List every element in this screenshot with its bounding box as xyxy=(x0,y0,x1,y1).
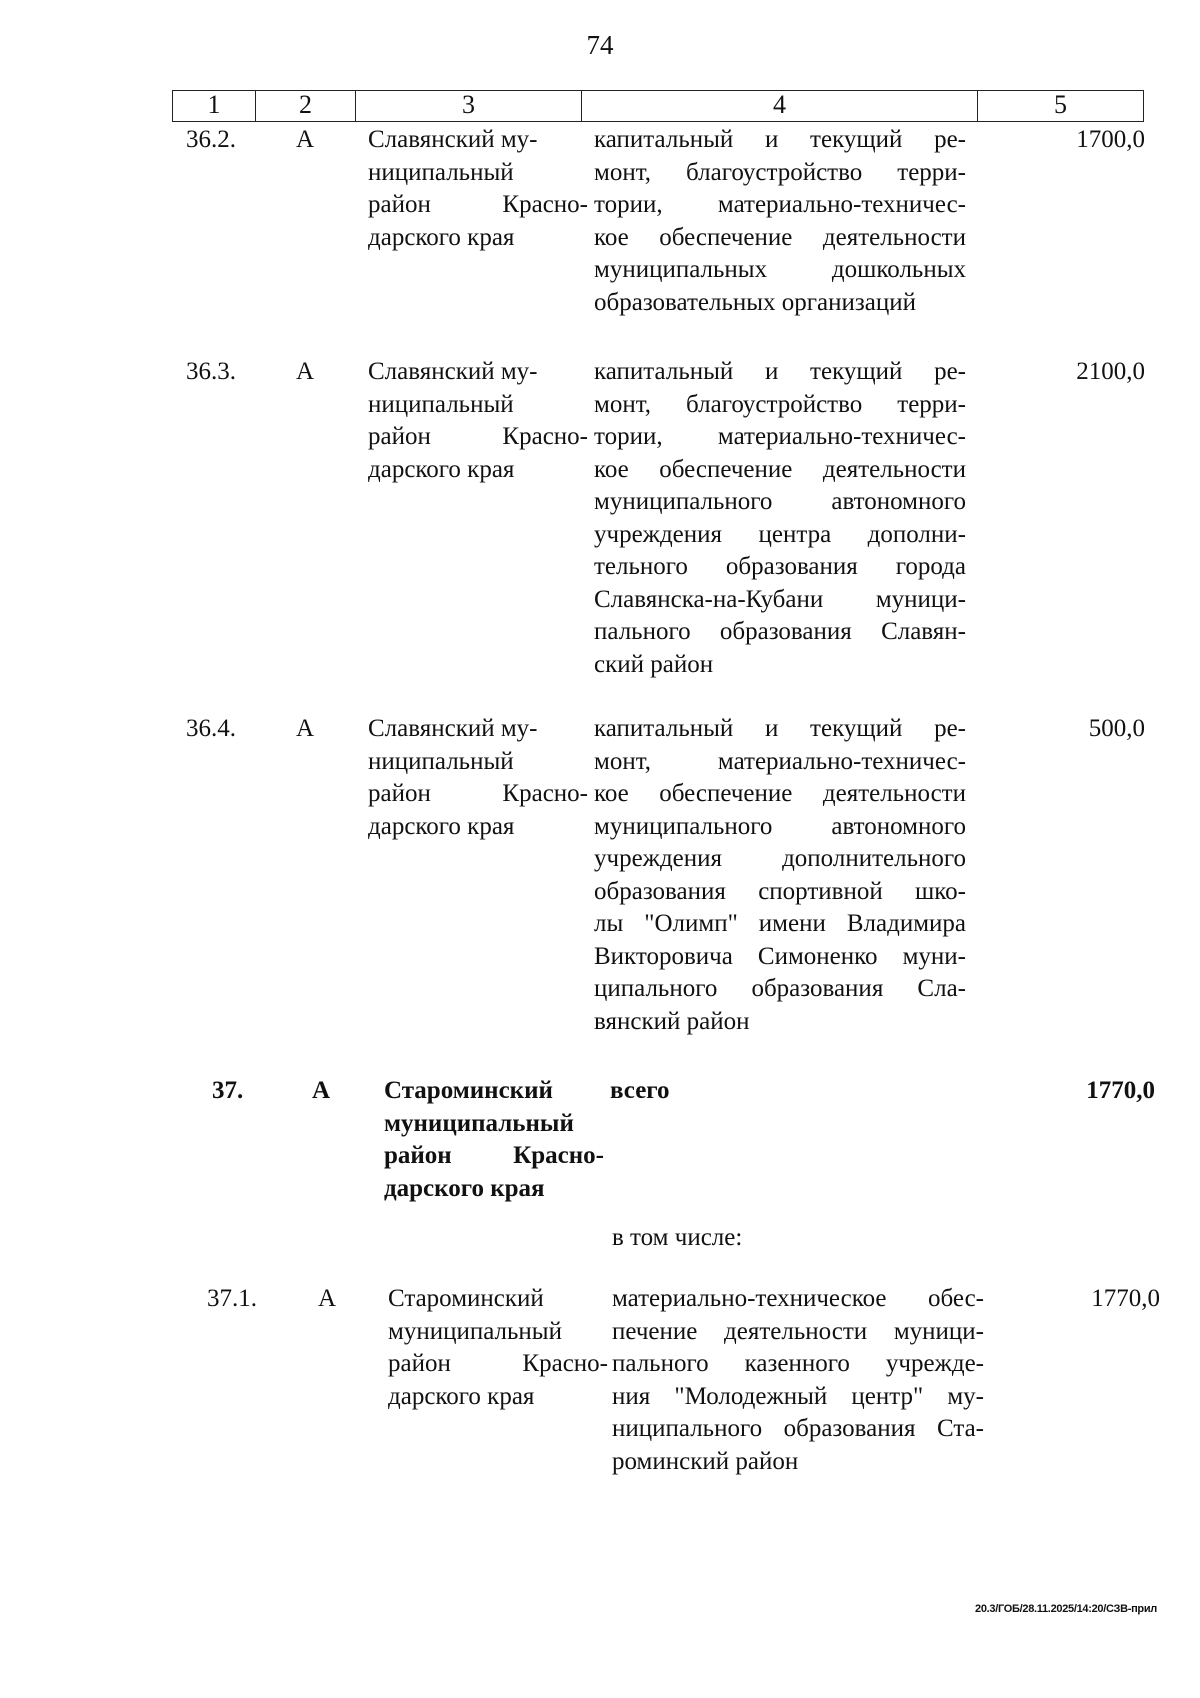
desc-line: образования спортивной шко- xyxy=(594,877,966,905)
row-letter: А xyxy=(296,715,315,742)
desc-line: пального казенного учрежде- xyxy=(612,1350,984,1377)
header-col-4: 4 xyxy=(582,91,978,121)
row-number: 37. xyxy=(212,1077,244,1104)
desc-line: ниципального образования Ста- xyxy=(612,1415,984,1442)
name-line: район Красно- xyxy=(384,1142,604,1169)
name-line: дарского края xyxy=(368,455,515,483)
name-line: район Красно- xyxy=(368,780,588,807)
name-line: Славянский му- xyxy=(368,715,538,742)
row-letter: А xyxy=(312,1077,331,1104)
desc-line: муниципального автономного xyxy=(594,488,966,515)
desc-line: муниципального автономного xyxy=(594,812,966,840)
desc-line: материально-техническое обес- xyxy=(612,1285,984,1312)
desc-line: вянский район xyxy=(594,1007,750,1035)
desc-line: монт, благоустройство терри- xyxy=(594,390,966,418)
desc-line: роминский район xyxy=(612,1447,799,1475)
desc-line: кое обеспечение деятельности xyxy=(594,780,966,807)
header-col-2: 2 xyxy=(256,91,356,121)
row-number: 36.3. xyxy=(186,358,236,385)
name-line: муниципальный xyxy=(388,1317,562,1345)
desc-line: монт, благоустройство терри- xyxy=(594,158,966,186)
name-line: дарского края xyxy=(384,1174,545,1202)
row-description xyxy=(610,1075,982,1108)
desc-line: капитальный и текущий ре- xyxy=(594,358,966,385)
desc-line: ципального образования Сла- xyxy=(594,975,966,1002)
name-line: район Красно- xyxy=(368,191,588,218)
name-line: дарского края xyxy=(368,812,515,840)
desc-line: тории, материально-техничес- xyxy=(594,191,966,218)
document-code: 20.3/ГОБ/28.11.2025/14:20/СЗВ-прил xyxy=(975,1603,1157,1615)
desc-line: образовательных организаций xyxy=(594,288,917,316)
name-line: ниципальный xyxy=(368,158,514,186)
row-number: 37.1. xyxy=(207,1285,257,1312)
row-municipality xyxy=(368,124,588,254)
name-line: Славянский му- xyxy=(368,358,538,385)
row-number: 36.4. xyxy=(186,715,236,742)
header-col-1: 1 xyxy=(173,91,256,121)
desc-line: ский район xyxy=(594,650,714,678)
desc-line: ния "Молодежный центр" му- xyxy=(612,1382,984,1410)
name-line: дарского края xyxy=(388,1382,535,1410)
name-line: ниципальный xyxy=(368,390,514,418)
desc-line: капитальный и текущий ре- xyxy=(594,715,966,742)
desc-line: Славянска-на-Кубани муници- xyxy=(594,585,966,613)
table-header-row xyxy=(172,90,1144,122)
desc-line: тельного образования города xyxy=(594,553,966,580)
name-line: муниципальный xyxy=(384,1109,574,1137)
row-municipality xyxy=(368,713,588,843)
row-description xyxy=(612,1222,984,1255)
row-description xyxy=(594,124,966,319)
name-line: Староминский xyxy=(388,1285,544,1312)
desc-line: пального образования Славян- xyxy=(594,618,966,645)
desc-line: тории, материально-техничес- xyxy=(594,423,966,450)
row-amount: 1770,0 xyxy=(1091,1285,1160,1312)
row-amount: 1700,0 xyxy=(1076,126,1145,153)
desc-line: Викторовича Симоненко муни- xyxy=(594,942,966,970)
header-col-3: 3 xyxy=(356,91,582,121)
name-line: Славянский му- xyxy=(368,126,538,153)
row-municipality xyxy=(388,1283,608,1413)
header-col-5: 5 xyxy=(1054,90,1067,119)
row-description xyxy=(612,1283,984,1478)
desc-line: кое обеспечение деятельности xyxy=(594,223,966,251)
name-line: район Красно- xyxy=(388,1350,608,1377)
row-letter: А xyxy=(318,1285,337,1312)
row-municipality xyxy=(384,1075,604,1205)
desc-line: печение деятельности муници- xyxy=(612,1317,984,1345)
row-municipality xyxy=(368,356,588,486)
name-line: дарского края xyxy=(368,223,515,251)
desc-line: учреждения дополнительного xyxy=(594,845,966,872)
desc-line: в том числе: xyxy=(612,1224,743,1251)
row-amount: 1770,0 xyxy=(1086,1077,1155,1104)
desc-line: муниципальных дошкольных xyxy=(594,256,966,283)
row-description xyxy=(594,356,966,681)
desc-line: лы "Олимп" имени Владимира xyxy=(594,910,966,937)
name-line: район Красно- xyxy=(368,423,588,450)
row-description xyxy=(594,713,966,1038)
desc-line: всего xyxy=(610,1077,670,1104)
desc-line: монт, материально-техничес- xyxy=(594,747,966,775)
desc-line: капитальный и текущий ре- xyxy=(594,126,966,153)
desc-line: учреждения центра дополни- xyxy=(594,520,966,548)
row-letter: А xyxy=(296,358,315,385)
name-line: ниципальный xyxy=(368,747,514,775)
page-number: 74 xyxy=(586,30,614,60)
row-letter: А xyxy=(296,126,315,153)
row-amount: 2100,0 xyxy=(1076,358,1145,385)
name-line: Староминский xyxy=(384,1077,553,1104)
desc-line: кое обеспечение деятельности xyxy=(594,455,966,483)
row-number: 36.2. xyxy=(186,126,236,153)
row-amount: 500,0 xyxy=(1088,715,1145,742)
